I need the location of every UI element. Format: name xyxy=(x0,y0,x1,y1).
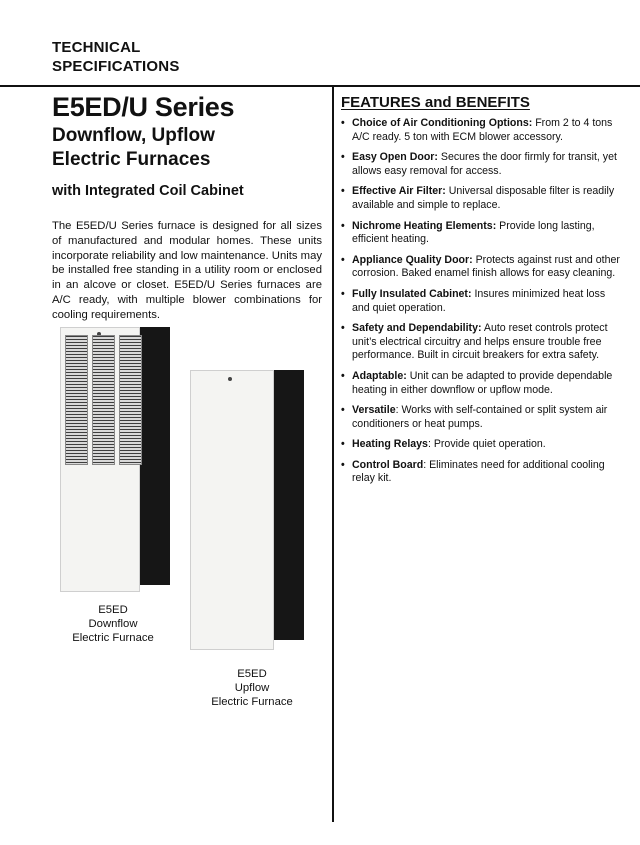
feature-description: Secures the door firmly for transit, yet allows easy removal for access. xyxy=(352,151,617,177)
feature-name: Appliance Quality Door: xyxy=(352,253,473,266)
bullet-icon: • xyxy=(341,404,345,417)
feature-name: Heating Relays xyxy=(352,438,428,451)
bullet-icon: • xyxy=(341,253,345,266)
document-type-line-2: SPECIFICATIONS xyxy=(52,58,180,75)
series-subtitle-line-1: Downflow, Upflow xyxy=(52,125,215,146)
bullet-icon: • xyxy=(341,185,345,198)
feature-name: Adaptable: xyxy=(352,369,407,382)
feature-item xyxy=(341,404,621,431)
feature-description: From 2 to 4 tons A/C ready. 5 ton with ECM blower accessory. xyxy=(352,117,613,143)
product-intro-column xyxy=(52,90,322,334)
feature-item xyxy=(341,117,621,144)
feature-item xyxy=(341,185,621,212)
upflow-caption xyxy=(200,667,304,709)
feature-description: Provide long lasting, efficient heating. xyxy=(352,219,595,246)
bullet-icon: • xyxy=(341,151,345,164)
bullet-icon: • xyxy=(341,287,345,300)
feature-list xyxy=(341,117,621,486)
document-type-line-1: TECHNICAL xyxy=(52,39,141,56)
feature-item xyxy=(341,459,621,486)
feature-description: : Eliminates need for additional cooling relay kit. xyxy=(352,458,605,485)
column-divider xyxy=(332,86,334,822)
series-title: E5ED/U Series xyxy=(52,92,235,122)
features-column xyxy=(341,94,621,493)
feature-description: Insures minimized heat loss and quiet operation. xyxy=(352,287,606,314)
feature-item xyxy=(341,288,621,315)
feature-description: Unit can be adapted to provide dependable heating in either downflow or upflow mode. xyxy=(352,369,613,396)
bullet-icon: • xyxy=(341,458,345,471)
downflow-caption-type: Downflow xyxy=(88,618,138,630)
feature-item xyxy=(341,438,621,452)
bullet-icon: • xyxy=(341,438,345,451)
downflow-caption xyxy=(60,603,166,645)
upflow-furnace-image xyxy=(190,370,304,650)
upflow-caption-type: Upflow xyxy=(234,682,270,694)
feature-item xyxy=(341,370,621,397)
upflow-caption-model: E5ED xyxy=(237,668,267,680)
features-title: FEATURES and BENEFITS xyxy=(341,94,530,111)
feature-name: Safety and Dependability: xyxy=(352,322,482,335)
feature-item xyxy=(341,322,621,363)
series-subtitle-line-2: Electric Furnaces xyxy=(52,149,211,170)
feature-item xyxy=(341,151,621,178)
feature-name: Control Board xyxy=(352,458,424,471)
return-air-grille xyxy=(65,335,142,465)
bullet-icon: • xyxy=(341,369,345,382)
bullet-icon: • xyxy=(341,322,345,335)
cabinet-subheading: with Integrated Coil Cabinet xyxy=(52,183,244,199)
feature-description: Universal disposable filter is readily available and simple to replace. xyxy=(352,185,615,211)
document-type-label xyxy=(52,38,180,76)
bullet-icon: • xyxy=(341,219,345,232)
feature-description: Protects against rust and other corrosion. Baked enamel finish allows for easy cleaning. xyxy=(352,253,620,280)
feature-name: Choice of Air Conditioning Options: xyxy=(352,117,533,129)
feature-name: Effective Air Filter: xyxy=(352,185,446,198)
feature-item xyxy=(341,254,621,281)
downflow-caption-model: E5ED xyxy=(98,604,128,616)
feature-name: Fully Insulated Cabinet: xyxy=(352,287,472,300)
feature-description: Auto reset controls protect unit’s electrical circuitry and helps ensure trouble free performance. Built in circuit breakers for extra safety. xyxy=(352,322,608,362)
feature-item xyxy=(341,220,621,247)
feature-name: Versatile xyxy=(352,404,396,417)
downflow-caption-description: Electric Furnace xyxy=(72,632,154,644)
intro-paragraph: The E5ED/U Series furnace is designed for all sizes of manufactured and modular homes. These units incorporate reliability and low maintenance. Units may be installed free standing in a utility room or enclosed in an alcove or closet. E5ED/U Series furnaces are A/C ready, with multiple blower combinations for cooling requirements. xyxy=(52,220,323,321)
feature-description: : Works with self-contained or split system air conditioners or heat pumps. xyxy=(352,404,608,430)
downflow-furnace-image xyxy=(60,327,170,592)
upflow-caption-description: Electric Furnace xyxy=(211,696,293,708)
feature-description: : Provide quiet operation. xyxy=(427,438,546,451)
feature-name: Easy Open Door: xyxy=(352,151,438,164)
feature-name: Nichrome Heating Elements: xyxy=(352,219,497,232)
bullet-icon: • xyxy=(341,117,345,129)
header-divider xyxy=(0,85,640,87)
